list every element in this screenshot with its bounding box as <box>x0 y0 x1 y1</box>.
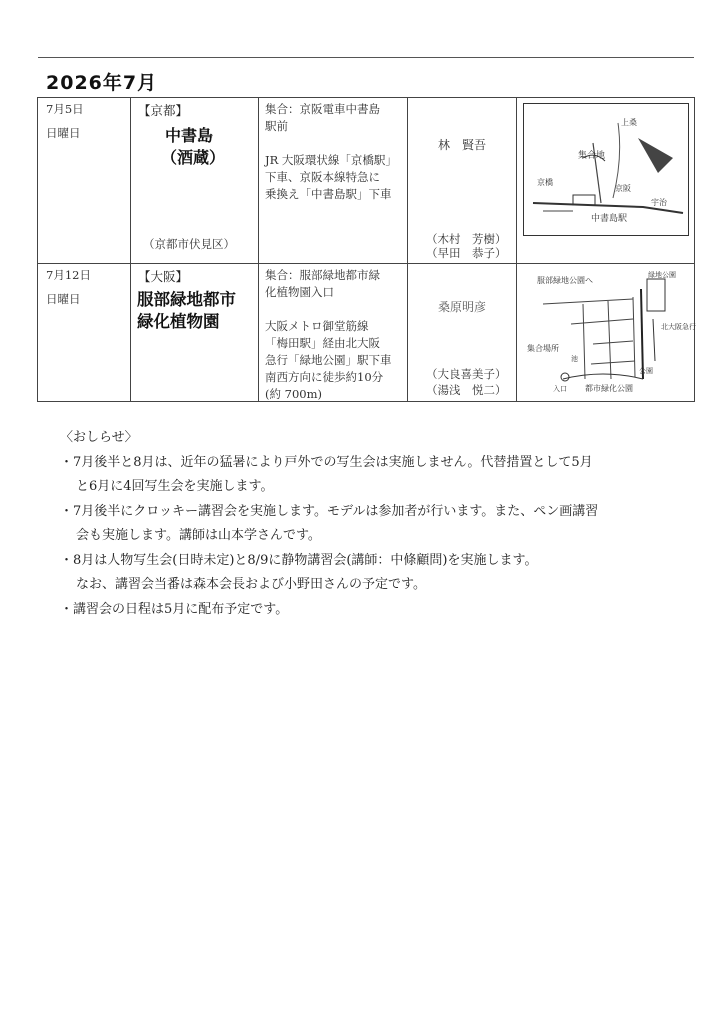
map-label: 都市緑化公園 <box>585 384 633 393</box>
meeting-cell <box>259 98 408 264</box>
assistant-name: （木村 芳樹） <box>426 232 507 246</box>
region-label: 【京都】 <box>138 103 189 118</box>
map-label: 池 <box>571 355 578 363</box>
schedule-table <box>37 97 695 402</box>
access-line: (約 700m) <box>265 387 322 401</box>
map-label: 入口 <box>553 385 567 393</box>
date-cell <box>38 98 131 264</box>
notice-heading: 〈おしらせ〉 <box>60 430 138 445</box>
top-rule <box>38 57 694 58</box>
notice-line: ・7月後半にクロッキー講習会を実施します。モデルは参加者が行います。また、ペン画講習 <box>60 503 599 519</box>
meeting-info <box>265 267 403 403</box>
leader-name: 林 賢吾 <box>437 138 486 152</box>
route-map-sketch <box>523 103 689 236</box>
route-map-sketch <box>523 269 696 395</box>
place-detail: 緑化植物園 <box>137 312 220 331</box>
weekday: 日曜日 <box>46 292 81 306</box>
assistant-name: （湯浅 悦二） <box>426 383 507 397</box>
table-row <box>38 98 695 264</box>
leader-cell <box>408 98 517 264</box>
table-row <box>38 264 695 402</box>
map-label: 公園 <box>639 367 653 375</box>
region-label: 【大阪】 <box>138 269 189 284</box>
place-name: 服部緑地都市 <box>137 290 236 309</box>
map-label: 京阪 <box>615 184 631 193</box>
place-name: 中書島 <box>165 126 214 145</box>
assistant-name: （大良喜美子） <box>426 367 507 381</box>
place-detail: （酒蔵） <box>161 148 226 167</box>
access-line: 乗換え「中書島駅」下車 <box>265 187 392 201</box>
access-line: 急行「緑地公園」駅下車 <box>265 353 392 367</box>
map-label: 集合場所 <box>527 344 559 353</box>
assistant-name: （早田 恭子） <box>426 246 507 260</box>
map-label: 北大阪急行 <box>661 323 696 331</box>
place-cell <box>131 98 259 264</box>
meet-line: 集合：京阪電車中書島 <box>265 102 380 116</box>
access-line: 「梅田駅」経由北大阪 <box>265 336 380 350</box>
meeting-cell <box>259 264 408 402</box>
date-cell <box>38 264 131 402</box>
notice-line: なお、講習会当番は森本会長および小野田さんの予定です。 <box>76 577 426 592</box>
map-label: 緑地公園 <box>648 271 676 279</box>
page-title: 2026年7月 <box>46 72 158 94</box>
map-cell <box>517 264 695 402</box>
access-line: 南西方向に徒歩約10分 <box>265 370 384 384</box>
place-area: （京都市伏見区） <box>143 237 235 251</box>
map-label: 集合地 <box>578 151 606 161</box>
map-label: 京橋 <box>537 178 553 187</box>
date: 7月5日 <box>46 102 84 116</box>
meeting-info <box>265 101 403 203</box>
access-line: 大阪メトロ御堂筋線 <box>265 319 369 333</box>
notice-line: ・8月は人物写生会(日時未定)と8/9に静物講習会(講師：中條顧問)を実施します。 <box>60 552 538 568</box>
notice-line: ・7月後半と8月は、近年の猛暑により戸外での写生会は実施しません。代替措置として5月 <box>60 454 593 470</box>
meet-line: 集合：服部緑地都市緑 <box>265 268 380 282</box>
access-line: 下車、京阪本線特急に <box>265 170 380 184</box>
map-label: 中書島駅 <box>591 214 628 224</box>
map-label: 宇治 <box>651 198 667 207</box>
notice-line: と6月に4回写生会を実施します。 <box>76 479 274 494</box>
weekday: 日曜日 <box>46 126 81 140</box>
notice-line: ・講習会の日程は5月に配布予定です。 <box>60 601 289 617</box>
access-line: JR 大阪環状線「京橋駅」 <box>265 153 397 167</box>
meet-line: 駅前 <box>265 119 288 133</box>
leader-cell <box>408 264 517 402</box>
notice-section <box>60 426 700 622</box>
map-label: 上桑 <box>621 118 637 127</box>
place-cell <box>131 264 259 402</box>
map-cell <box>517 98 695 264</box>
date: 7月12日 <box>46 268 91 282</box>
map-label: 服部緑地公園へ <box>537 276 593 285</box>
notice-line: 会も実施します。講師は山本学さんです。 <box>76 528 321 543</box>
meet-line: 化植物園入口 <box>265 285 334 299</box>
leader-name: 桑原明彦 <box>437 300 486 314</box>
